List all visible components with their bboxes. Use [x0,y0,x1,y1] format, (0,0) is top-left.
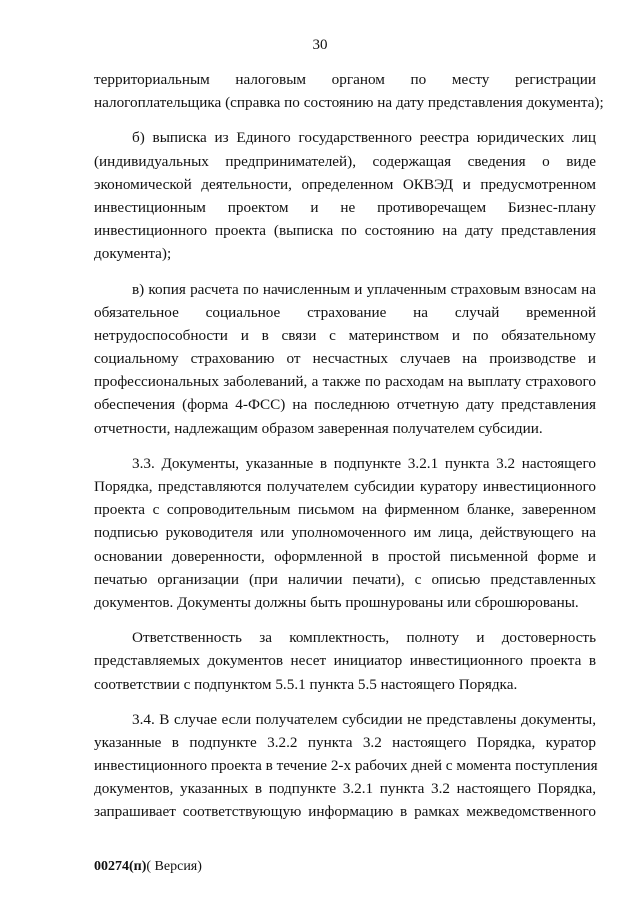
text-line: документов. Документы должны быть прошнурованы или сброшюрованы. [94,593,579,611]
paragraph-registry-extract [94,126,596,265]
text-line: обеспечения (форма 4-ФСС) на последнюю отчетную дату представления [94,396,596,414]
text-line: проекта с сопроводительным письмом на фирменном бланке, заверенном [94,501,596,519]
text-line: документов, указанных в подпункте 3.2.1 пункта 3.2 настоящего Порядка, [94,780,596,798]
text-line: соответствии с подпунктом 5.5.1 пункта 5.5 настоящего Порядка. [94,675,518,693]
text-line: подписью руководителя или уполномоченного им лица, действующего на [94,524,596,542]
text-line: Порядка, представляются получателем субсидии куратору инвестиционного [94,478,596,495]
text-line: налогоплательщика (справка по состоянию на дату представления документа); [94,94,604,112]
text-line: инвестиционным проектом и не противоречащем Бизнес-плану [94,198,596,216]
text-line: 3.3. Документы, указанные в подпункте 3.2.1 пункта 3.2 настоящего [132,454,596,472]
text-line: запрашивает соответствующую информацию в рамках межведомственного [94,803,596,821]
text-line: б) выписка из Единого государственного реестра юридических лиц [132,129,596,147]
text-line: отчетности, надлежащим образом заверенная получателем субсидии. [94,419,543,437]
text-line: инвестиционного проекта (выписка по состоянию на дату представления [94,222,596,240]
text-line: в) копия расчета по начисленным и уплаченным страховым взносам на [132,280,596,298]
text-line: (индивидуальных предпринимателей), содержащая сведения о виде [94,152,596,170]
text-line: экономической деятельности, определенном ОКВЭД и предусмотренном [94,175,596,193]
text-line: 3.4. В случае если получателем субсидии не представлены документы, [132,710,596,728]
text-line: печатью организации (при наличии печати), с описью представленных [94,570,596,588]
text-line: основании доверенности, оформленной в простой письменной форме и [94,547,596,565]
text-line: обязательное социальное страхование на случай временной [94,303,596,321]
document-body [94,68,604,836]
text-line: социальному страхованию от несчастных случаев на производстве и [94,350,596,368]
text-line: инвестиционного проекта в течение 2-х рабочих дней с момента поступления [94,757,598,775]
text-line: представляемых документов несет инициатор инвестиционного проекта в [94,652,596,670]
text-line: указанные в подпункте 3.2.2 пункта 3.2 настоящего Порядка, куратор [94,733,596,751]
paragraph-tax-certificate [94,68,604,114]
text-line: Ответственность за комплектность, полноту и достоверность [132,629,596,647]
text-line: документа); [94,245,172,263]
paragraph-insurance-calculation [94,278,596,440]
document-code: 00274(п) [94,859,147,874]
text-line: профессиональных заболеваний, а также по расходам на выплату страхового [94,373,596,391]
text-line: территориальным налоговым органом по месту регистрации [94,71,596,88]
document-footer [94,858,202,876]
document-version: ( Версия) [146,859,202,874]
paragraph-section-3-4 [94,708,596,824]
paragraph-responsibility [94,626,596,696]
paragraph-section-3-3 [94,452,596,614]
text-line: нетрудоспособности и в связи с материнством и по обязательному [94,326,596,344]
page-number: 30 [312,37,328,53]
